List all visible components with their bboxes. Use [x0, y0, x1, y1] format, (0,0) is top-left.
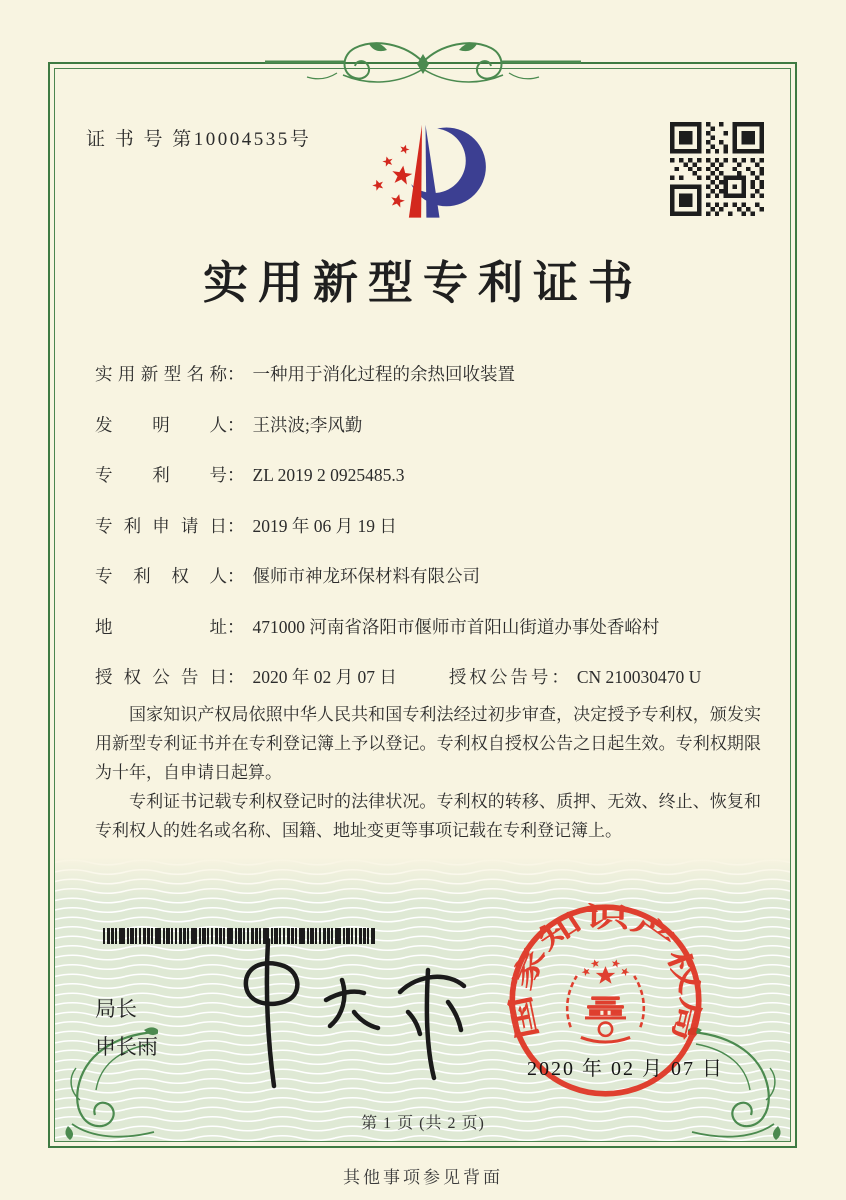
field-row-filing-date	[95, 512, 763, 540]
certificate-title: 实用新型专利证书	[202, 258, 643, 308]
field-label: 专利申请日	[95, 515, 227, 536]
field-row-inventor	[95, 411, 763, 439]
field-row-patent-no	[95, 461, 763, 489]
qr-code	[670, 122, 764, 216]
director-name: 申长雨	[95, 1035, 158, 1059]
certificate-number: 证 书 号 第10004535号	[86, 129, 312, 150]
field-colon: ：	[227, 566, 245, 586]
field-value: ZL 2019 2 0925485.3	[252, 465, 405, 485]
field-colon: ：	[227, 465, 245, 485]
field-value: 2020 年 02 月 07 日	[252, 667, 397, 687]
certificate-fields	[95, 360, 763, 714]
top-flourish-ornament	[263, 32, 583, 98]
field-label: 专利号	[95, 465, 227, 485]
grant-number-group	[449, 663, 701, 691]
legal-paragraph-2: 专利证书记载专利权登记时的法律状况。专利权的转移、质押、无效、终止、恢复和专利权人的姓名或名称、国籍、地址变更等事项记载在专利登记簿上。	[95, 792, 761, 840]
grant-number-value: CN 210030470 U	[576, 667, 702, 687]
field-label: 实用新型名称	[95, 364, 227, 384]
field-row-patentee	[95, 562, 763, 590]
legal-paragraph-1: 国家知识产权局依照中华人民共和国专利法经过初步审查，决定授予专利权，颁发实用新型专利证书并在专利登记簿上予以登记。专利权自授权公告之日起生效。专利权期限为十年，自申请日起算。	[95, 705, 761, 782]
field-colon: ：	[227, 667, 245, 687]
director-block	[95, 990, 158, 1066]
cnipa-logo-icon	[352, 116, 492, 230]
field-colon: ：	[227, 515, 245, 536]
field-row-grant	[95, 663, 763, 691]
field-colon: ：	[551, 667, 569, 687]
back-note: 其他事项参见背面	[343, 1168, 503, 1187]
grant-number-label: 授权公告号	[448, 667, 552, 687]
seal-ring-text: 国家知识产权局	[505, 901, 707, 1042]
field-value: 471000 河南省洛阳市偃师市首阳山街道办事处香峪村	[252, 616, 660, 637]
field-value: 偃师市神龙环保材料有限公司	[252, 566, 480, 586]
legal-text	[95, 700, 761, 845]
field-label: 授权公告日	[95, 667, 227, 687]
field-row-name	[95, 360, 763, 388]
director-title: 局长	[95, 997, 137, 1021]
field-colon: ：	[227, 414, 245, 435]
field-colon: ：	[227, 364, 245, 384]
field-colon: ：	[227, 616, 245, 637]
director-signature	[222, 928, 492, 1093]
field-label: 专利权人	[95, 566, 227, 586]
field-row-address	[95, 613, 763, 641]
field-label: 地址	[95, 616, 227, 637]
field-value: 2019 年 06 月 19 日	[252, 515, 397, 536]
seal-date: 2020 年 02 月 07 日	[527, 1058, 724, 1080]
field-value: 一种用于消化过程的余热回收装置	[252, 364, 515, 384]
field-label: 发明人	[95, 414, 227, 435]
field-value: 王洪波;李风勤	[252, 414, 363, 435]
page-number: 第 1 页 (共 2 页)	[361, 1115, 485, 1132]
